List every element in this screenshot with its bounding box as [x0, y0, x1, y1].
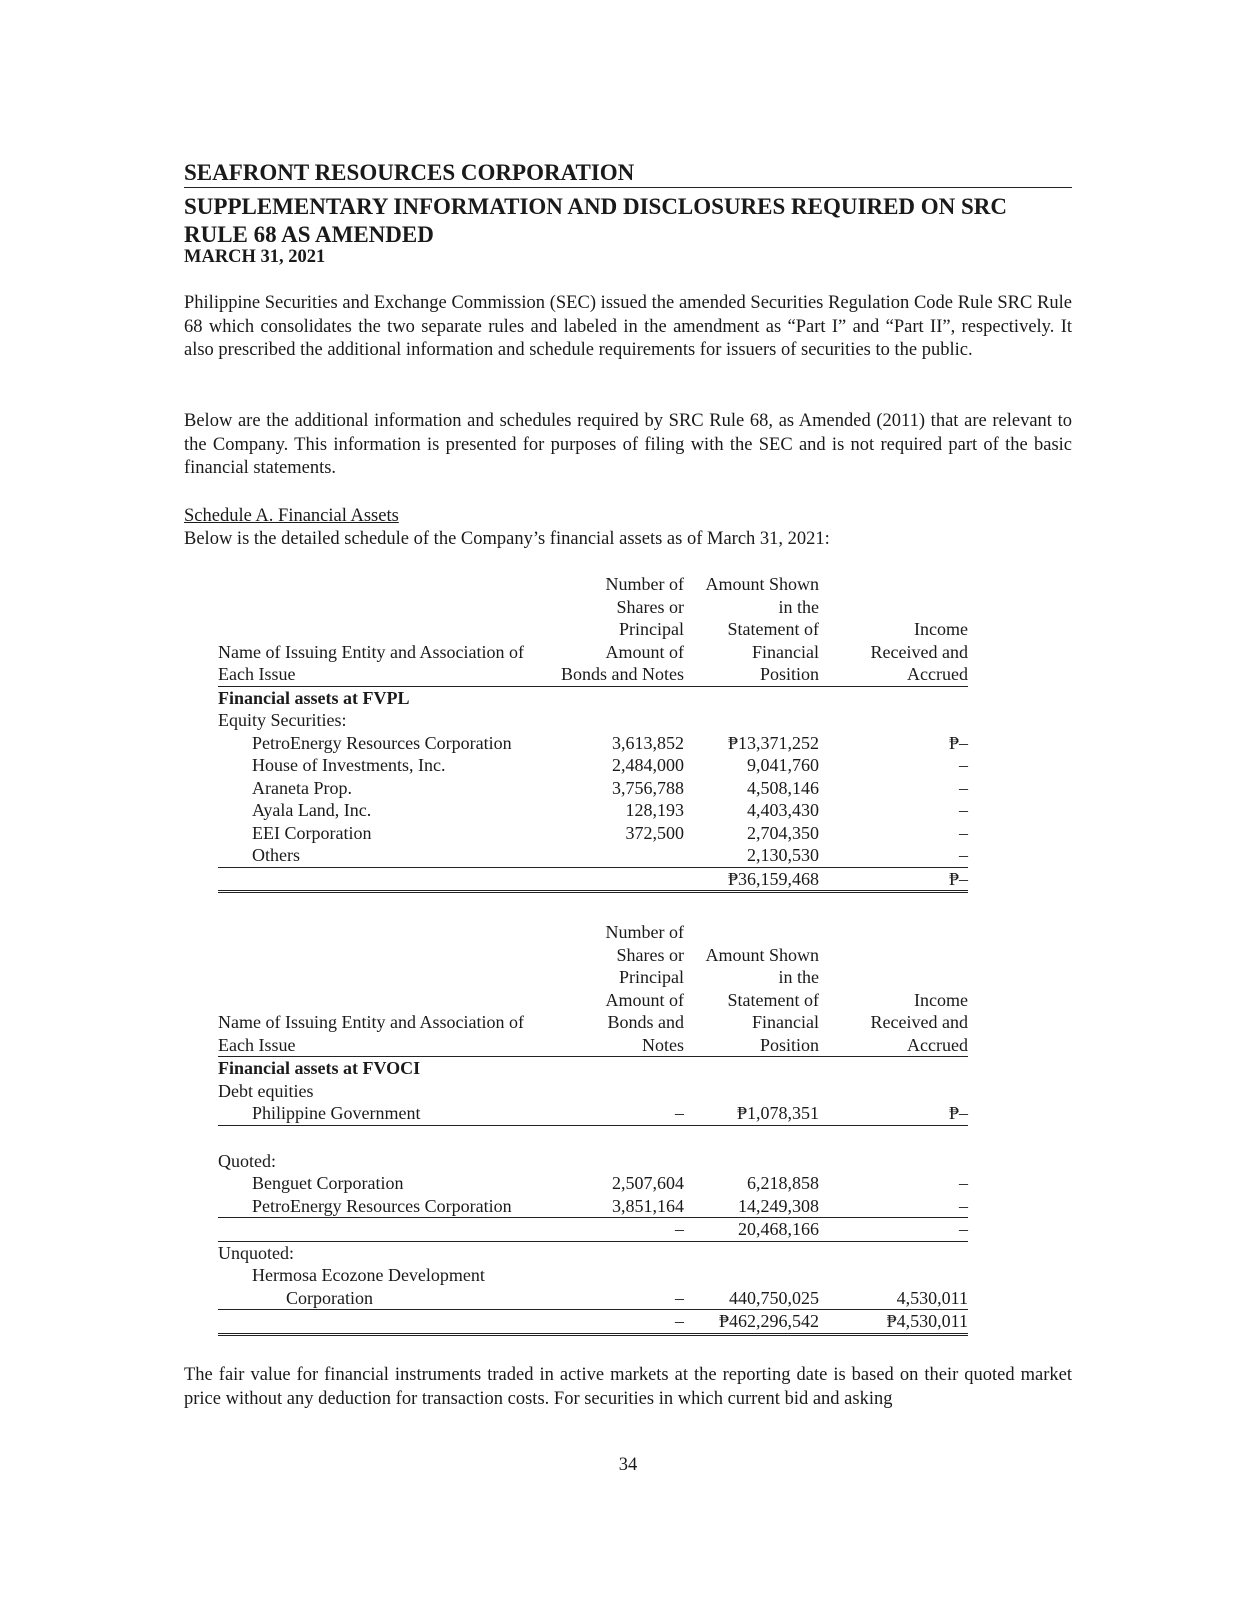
page-number: 34 [618, 1455, 638, 1475]
t1-shares-header-4: Amount of [605, 641, 684, 662]
t1-amount-header-5: Position [684, 663, 819, 686]
t1-amount-header-3: Statement of [727, 619, 819, 639]
table-row: Corporation – 440,750,025 4,530,011 [218, 1287, 968, 1310]
t2-name-header-2: Each Issue [218, 1034, 548, 1057]
t2-shares-header-6: Notes [548, 1034, 684, 1057]
schedule-title: Schedule A. Financial Assets [184, 506, 399, 526]
fvpl-total-income: ₱– [819, 867, 968, 892]
t2-amount-header-4: Financial [752, 1012, 819, 1032]
t1-amount-header-2: in the [778, 596, 819, 617]
fair-value-paragraph: The fair value for financial instruments traded in active markets at the reporting date is based on their quoted market price without any deduction for transaction costs. For securities in which current bid and asking [184, 1365, 1072, 1409]
t2-income-header-2: Received and [870, 1012, 968, 1032]
t1-amount-header-4: Financial [752, 641, 819, 662]
table-row: Ayala Land, Inc. 128,193 4,403,430 – [252, 800, 968, 820]
fvpl-total-row [218, 867, 968, 892]
fvoci-table [218, 921, 968, 1336]
t2-income-header-3: Accrued [819, 1034, 968, 1057]
fvpl-section-label: Financial assets at FVPL [218, 687, 410, 708]
intro-paragraph-2: Below are the additional information and schedules required by SRC Rule 68, as Amended (2011) that are relevant to the Company. This information is presented for purposes of filing with the SEC and is not required part of the basic financial statements. [184, 411, 1072, 478]
t1-name-header-2: Each Issue [218, 663, 548, 686]
quoted-label: Quoted: [218, 1150, 276, 1171]
fvoci-total-shares: – [548, 1310, 684, 1335]
table-row: EEI Corporation 372,500 2,704,350 – [252, 822, 968, 843]
t2-amount-header-3: Statement of [727, 989, 819, 1010]
unquoted-name-line1: Hermosa Ecozone Development [252, 1265, 485, 1285]
fvpl-table [218, 573, 968, 893]
t1-income-header-2: Received and [870, 641, 968, 662]
t2-name-header-1: Name of Issuing Entity and Association of [218, 1012, 524, 1032]
fvoci-section-label: Financial assets at FVOCI [218, 1058, 421, 1078]
t2-shares-header-1: Number of [605, 922, 684, 942]
report-subtitle: SUPPLEMENTARY INFORMATION AND DISCLOSURES REQUIRED ON SRC RULE 68 AS AMENDED [184, 194, 1008, 247]
fvoci-total-row [218, 1310, 968, 1335]
fvoci-total-amount: ₱462,296,542 [684, 1310, 819, 1335]
t1-income-header-1: Income [914, 619, 968, 639]
quoted-subtotal-row: – 20,468,166 – [218, 1218, 968, 1242]
table-row: PetroEnergy Resources Corporation 3,851,164 14,249,308 – [218, 1195, 968, 1218]
t2-amount-header-5: Position [684, 1034, 819, 1057]
t2-shares-header-5: Bonds and [607, 1012, 684, 1032]
table-row: Others 2,130,530 – [218, 844, 968, 867]
debt-equities-label: Debt equities [218, 1080, 314, 1101]
t1-income-header-3: Accrued [819, 663, 968, 686]
report-date: MARCH 31, 2021 [184, 247, 326, 267]
equity-securities-label: Equity Securities: [218, 710, 347, 730]
t2-amount-header-1: Amount Shown [705, 944, 819, 965]
t2-income-header-1: Income [914, 989, 968, 1010]
t1-shares-header-1: Number of [605, 574, 684, 594]
table-row: Araneta Prop. 3,756,788 4,508,146 – [252, 777, 968, 798]
table-row: Benguet Corporation 2,507,604 6,218,858 – [252, 1173, 968, 1193]
table-row: House of Investments, Inc. 2,484,000 9,041,760 – [252, 755, 968, 775]
company-name: SEAFRONT RESOURCES CORPORATION [184, 160, 1072, 188]
schedule-description: Below is the detailed schedule of the Company’s financial assets as of March 31, 2021: [184, 529, 830, 549]
t1-shares-header-3: Principal [619, 619, 684, 639]
t2-shares-header-4: Amount of [605, 989, 684, 1010]
intro-paragraph-1: Philippine Securities and Exchange Commission (SEC) issued the amended Securities Regulation Code Rule SRC Rule 68 which consolidates the two separate rules and labeled in the amendment as “Part I” and “Part II”, respectively. It also prescribed the additional information and schedule requirements for issuers of securities to the public. [184, 293, 1072, 360]
t1-shares-header-2: Shares or [616, 596, 684, 617]
unquoted-label: Unquoted: [218, 1242, 294, 1263]
t2-shares-header-2: Shares or [616, 944, 684, 965]
fvoci-total-income: ₱4,530,011 [819, 1310, 968, 1335]
table-row: PetroEnergy Resources Corporation 3,613,852 ₱13,371,252 ₱– [252, 732, 968, 753]
t2-shares-header-3: Principal [619, 967, 684, 987]
fvpl-total-amount: ₱36,159,468 [684, 867, 819, 892]
t1-name-header-1: Name of Issuing Entity and Association of [218, 641, 524, 662]
t1-shares-header-5: Bonds and Notes [548, 663, 684, 686]
table-row: Philippine Government – ₱1,078,351 ₱– [218, 1102, 968, 1125]
t1-amount-header-1: Amount Shown [705, 574, 819, 594]
t2-amount-header-2: in the [778, 967, 819, 987]
